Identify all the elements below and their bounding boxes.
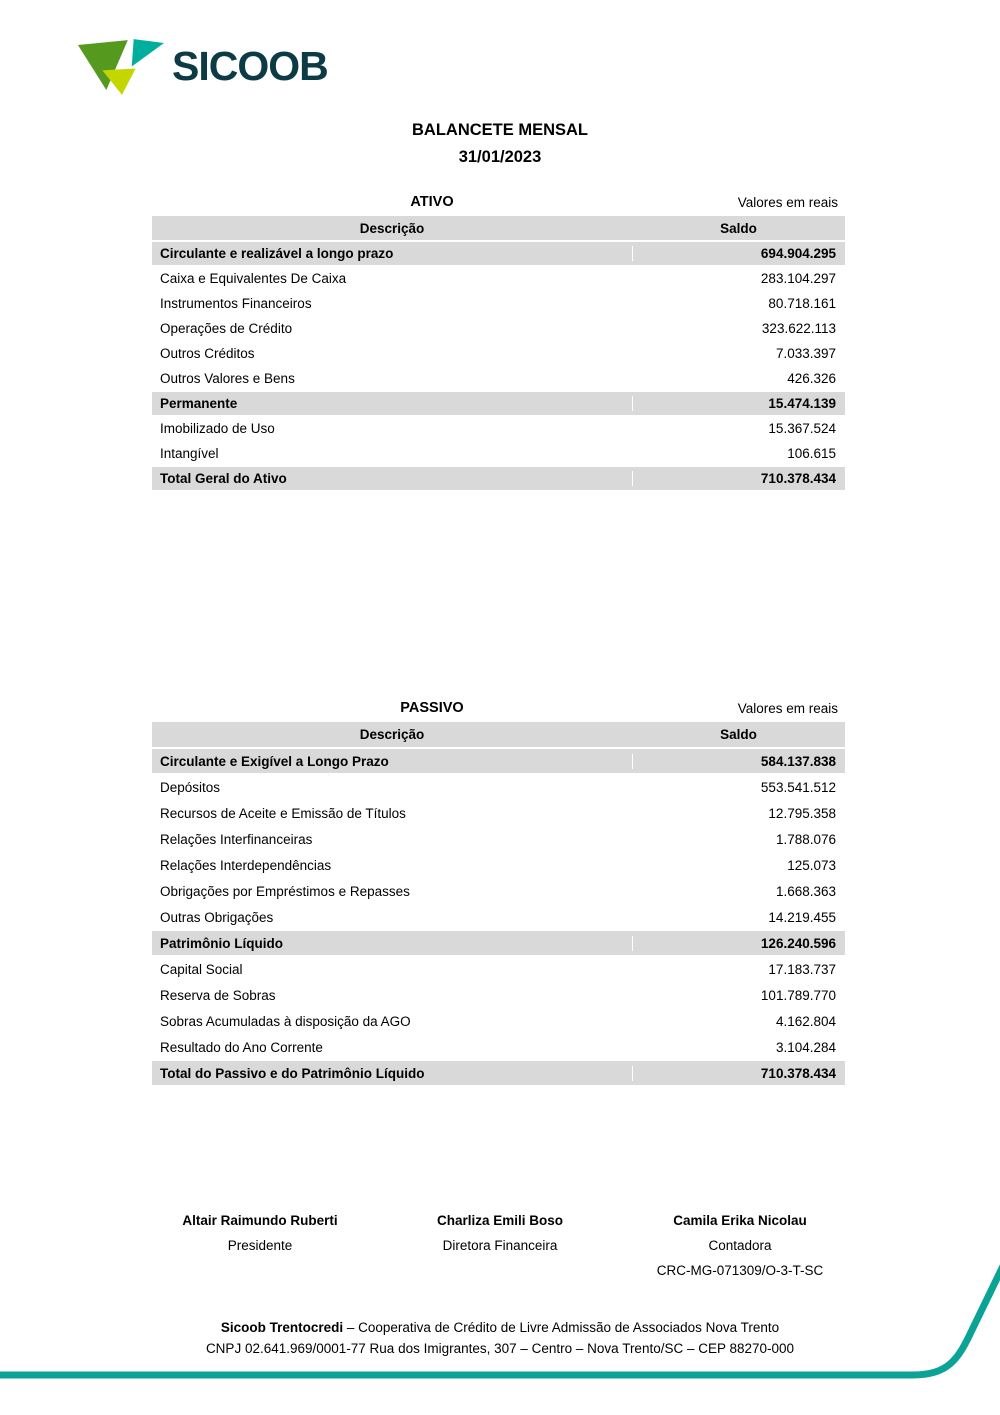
table-row (152, 904, 845, 930)
row-value: 125.073 (787, 857, 836, 873)
table-row (152, 391, 845, 416)
row-value: 12.795.358 (768, 805, 836, 821)
table-row (152, 266, 845, 291)
row-value: 17.183.737 (768, 961, 836, 977)
row-label: Relações Interfinanceiras (160, 831, 313, 847)
ativo-column-header-row (152, 216, 845, 241)
passivo-unit-note: Valores em reais (737, 701, 838, 716)
signature-block (130, 1208, 870, 1283)
footer (100, 1317, 900, 1359)
row-label: Patrimônio Líquido (160, 935, 283, 951)
row-label: Sobras Acumuladas à disposição da AGO (160, 1013, 411, 1029)
row-label: Depósitos (160, 779, 221, 795)
report-date: 31/01/2023 (458, 148, 542, 166)
row-label: Caixa e Equivalentes De Caixa (160, 271, 347, 286)
table-row (152, 241, 845, 266)
row-value: 3.104.284 (775, 1039, 836, 1055)
passivo-table (152, 700, 845, 1086)
report-title: BALANCETE MENSAL (412, 121, 588, 139)
row-value: 126.240.596 (632, 936, 845, 951)
row-value: 80.718.161 (768, 296, 836, 311)
column-header-descricao: Descrição (359, 220, 425, 236)
footer-org-line (100, 1317, 900, 1338)
footer-address-line: CNPJ 02.641.969/0001-77 Rua dos Imigrantes, 307 – Centro – Nova Trento/SC – CEP 88270-000 (205, 1341, 795, 1356)
table-row (152, 1008, 845, 1034)
table-row (152, 826, 845, 852)
table-row (152, 291, 845, 316)
row-label: Instrumentos Financeiros (160, 296, 312, 311)
table-row (152, 930, 845, 956)
sicoob-triangle-logo-icon (76, 38, 164, 95)
signer-name: Charliza Emili Boso (436, 1213, 564, 1228)
table-row (152, 748, 845, 774)
table-total-row (152, 466, 845, 491)
signer-name: Camila Erika Nicolau (673, 1213, 807, 1228)
row-label: Permanente (160, 396, 238, 411)
row-value: 106.615 (787, 446, 836, 461)
footer-org-name: Sicoob Trentocredi (220, 1320, 344, 1335)
row-label: Operações de Crédito (160, 321, 293, 336)
row-value: 710.378.434 (632, 1066, 845, 1081)
signer-role: Presidente (227, 1238, 293, 1253)
footer-org-description: – Cooperativa de Crédito de Livre Admissão de Associados Nova Trento (343, 1320, 780, 1335)
column-header-saldo: Saldo (720, 727, 757, 742)
row-label: Imobilizado de Uso (160, 421, 275, 436)
row-label: Total do Passivo e do Patrimônio Líquido (160, 1065, 425, 1081)
ativo-unit-note: Valores em reais (737, 195, 838, 210)
table-row (152, 852, 845, 878)
passivo-section-title: PASSIVO (400, 700, 464, 716)
table-row (152, 800, 845, 826)
row-value: 694.904.295 (632, 246, 845, 261)
row-value: 426.326 (787, 371, 836, 386)
table-row (152, 1034, 845, 1060)
row-label: Relações Interdependências (160, 857, 332, 873)
row-label: Intangível (160, 446, 219, 461)
row-value: 1.788.076 (775, 831, 836, 847)
signature-financial-director (390, 1208, 610, 1283)
row-value: 584.137.838 (632, 754, 845, 769)
table-row (152, 956, 845, 982)
row-value: 553.541.512 (760, 779, 836, 795)
row-value: 101.789.770 (760, 987, 836, 1003)
row-label: Obrigações por Empréstimos e Repasses (160, 883, 410, 899)
signer-name: Altair Raimundo Ruberti (182, 1213, 338, 1228)
row-value: 14.219.455 (768, 909, 836, 925)
passivo-header (152, 700, 845, 722)
ativo-header (152, 194, 845, 216)
table-row (152, 774, 845, 800)
table-total-row (152, 1060, 845, 1086)
table-row (152, 441, 845, 466)
signature-president (130, 1208, 390, 1283)
row-label: Circulante e Exigível a Longo Prazo (160, 753, 389, 769)
signer-role: Contadora (708, 1238, 772, 1253)
row-label: Reserva de Sobras (160, 987, 276, 1003)
signature-accountant (610, 1208, 870, 1283)
brand-name: SICOOB (172, 43, 328, 89)
signer-role: Diretora Financeira (442, 1238, 558, 1253)
passivo-column-header-row (152, 722, 845, 748)
row-label: Total Geral do Ativo (160, 471, 287, 486)
row-label: Outras Obrigações (160, 909, 274, 925)
row-value: 283.104.297 (760, 271, 836, 286)
report-title-block (0, 117, 1000, 171)
row-label: Capital Social (160, 961, 243, 977)
row-value: 1.668.363 (775, 883, 836, 899)
sicoob-logo (76, 38, 328, 95)
table-row (152, 341, 845, 366)
table-row (152, 416, 845, 441)
column-header-saldo: Saldo (720, 220, 757, 236)
table-row (152, 316, 845, 341)
ativo-table (152, 194, 845, 491)
row-label: Resultado do Ano Corrente (160, 1039, 323, 1055)
row-value: 15.474.139 (632, 396, 845, 411)
row-value: 323.622.113 (761, 321, 836, 336)
ativo-section-title: ATIVO (410, 194, 454, 210)
table-row (152, 366, 845, 391)
signer-registration: CRC-MG-071309/O-3-T-SC (656, 1263, 824, 1278)
row-value: 15.367.524 (768, 421, 836, 436)
row-label: Circulante e realizável a longo prazo (160, 246, 394, 261)
row-value: 710.378.434 (632, 471, 845, 486)
row-value: 4.162.804 (775, 1013, 836, 1029)
table-row (152, 982, 845, 1008)
table-row (152, 878, 845, 904)
row-value: 7.033.397 (775, 346, 836, 361)
row-label: Outros Créditos (160, 346, 255, 361)
column-header-descricao: Descrição (359, 727, 425, 742)
row-label: Recursos de Aceite e Emissão de Títulos (160, 805, 406, 821)
row-label: Outros Valores e Bens (160, 371, 295, 386)
